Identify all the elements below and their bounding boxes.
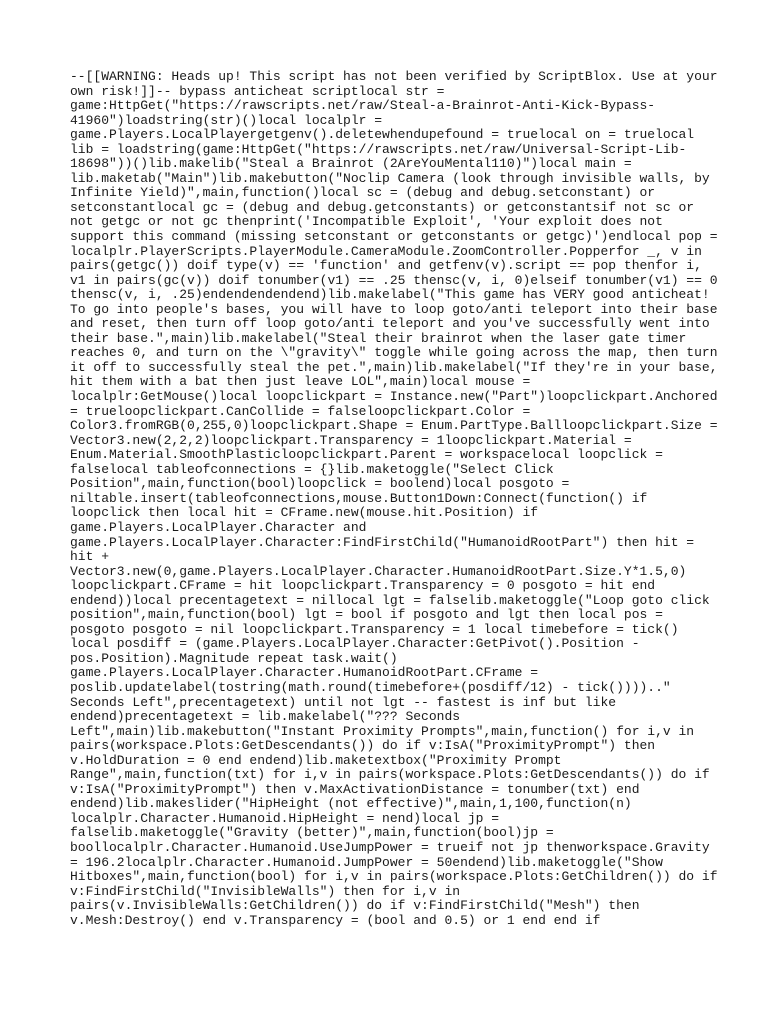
code-line: pos.Position).Magnitude repeat task.wait() — [70, 650, 398, 666]
code-line: own risk!]]-- bypass anticheat scriptlocal str = — [70, 83, 445, 99]
code-line: Seconds Left",precentagetext) until not lgt -- fastest is inf but like — [70, 694, 617, 710]
code-line: localplr.PlayerScripts.PlayerModule.CameraModule.ZoomController.Popperfor _, v in — [70, 243, 702, 259]
code-line: v1 in pairs(gc(v)) doif tonumber(v1) == .25 thensc(v, i, 0)elseif tonumber(v1) == 0 — [70, 272, 718, 288]
code-line: endend)lib.makeslider("HipHeight (not effective)",main,1,100,function(n) — [70, 796, 632, 812]
code-line: posgoto posgoto = nil loopclickpart.Transparency = 1 local timebefore = tick() — [70, 621, 679, 637]
code-line: Color3.fromRGB(0,255,0)loopclickpart.Shape = Enum.PartType.Ballloopclickpart.Size = — [70, 418, 718, 434]
code-line: it off to successfully steal the pet.",main)lib.makelabel("If they're in your base, — [70, 359, 718, 375]
code-line: and reset, then turn off loop goto/anti teleport and you've successfully went into — [70, 316, 710, 332]
code-line: Vector3.new(2,2,2)loopclickpart.Transparency = 1loopclickpart.Material = — [70, 432, 632, 448]
code-line: setconstantlocal gc = (debug and debug.getconstants) or getconstantsif not sc or — [70, 199, 695, 215]
code-line: v.Mesh:Destroy() end v.Transparency = (bool and 0.5) or 1 end end if — [70, 912, 601, 928]
code-line: Range",main,function(txt) for i,v in pairs(workspace.Plots:GetDescendants()) do if — [70, 767, 710, 783]
code-line: thensc(v, i, .25)endendendendend)lib.makelabel("This game has VERY good anticheat! — [70, 287, 710, 303]
code-line: support this command (missing setconstant or getconstants or getgc)')endlocal pop = — [70, 229, 718, 245]
code-line: niltable.insert(tableofconnections,mouse.Button1Down:Connect(function() if — [70, 490, 648, 506]
code-line: Vector3.new(0,game.Players.LocalPlayer.Character.HumanoidRootPart.Size.Y*1.5,0) — [70, 563, 687, 579]
code-line: 41960")loadstring(str)()local localplr = — [70, 112, 383, 128]
code-line: localplr:GetMouse()local loopclickpart = Instance.new("Part")loopclickpart.Anchored — [70, 389, 718, 405]
code-line: endend)precentagetext = lib.makelabel("??? Seconds — [70, 709, 461, 725]
code-line: Position",main,function(bool)loopclick = boolend)local posgoto = — [70, 476, 570, 492]
code-line: local posdiff = (game.Players.LocalPlayer.Character:GetPivot().Position - — [70, 636, 640, 652]
code-line: pairs(v.InvisibleWalls:GetChildren()) do if v:FindFirstChild("Mesh") then — [70, 898, 640, 914]
code-line: endend))local precentagetext = nillocal lgt = falselib.maketoggle("Loop goto click — [70, 592, 710, 608]
code-line: loopclick then local hit = CFrame.new(mouse.hit.Position) if — [70, 505, 539, 521]
code-line: boollocalplr.Character.Humanoid.UseJumpPower = trueif not jp thenworkspace.Gravity — [70, 839, 710, 855]
code-line: reaches 0, and turn on the \"gravity\" toggle while going across the map, then turn — [70, 345, 718, 361]
code-line: game.Players.LocalPlayer.Character.HumanoidRootPart.CFrame = — [70, 665, 539, 681]
code-line: hit them with a bat then just leave LOL",main)local mouse = — [70, 374, 531, 390]
code-line: Hitboxes",main,function(bool) for i,v in pairs(workspace.Plots:GetChildren()) do if — [70, 869, 718, 885]
script-text-block — [70, 69, 718, 928]
code-line: position",main,function(bool) lgt = bool if posgoto and lgt then local pos = — [70, 607, 663, 623]
code-line: 18698"))()lib.makelib("Steal a Brainrot (2AreYouMental110)")local main = — [70, 156, 632, 172]
code-line: lib = loadstring(game:HttpGet("https://rawscripts.net/raw/Universal-Script-Lib- — [70, 141, 687, 157]
code-line: Enum.Material.SmoothPlasticloopclickpart.Parent = workspacelocal loopclick = — [70, 447, 663, 463]
code-line: game.Players.LocalPlayergetgenv().deletewhendupefound = truelocal on = truelocal — [70, 127, 695, 143]
code-line: falselocal tableofconnections = {}lib.maketoggle("Select Click — [70, 461, 554, 477]
code-line: pairs(workspace.Plots:GetDescendants()) do if v:IsA("ProximityPrompt") then — [70, 738, 656, 754]
code-line: To go into people's bases, you will have to loop goto/anti teleport into their base — [70, 301, 718, 317]
code-line: hit + — [70, 549, 110, 565]
code-line: poslib.updatelabel(tostring(math.round(timebefore+(posdiff/12) - tick()))).." — [70, 679, 671, 695]
code-line: = trueloopclickpart.CanCollide = falseloopclickpart.Color = — [70, 403, 531, 419]
code-line: their base.",main)lib.makelabel("Steal their brainrot when the laser gate timer — [70, 330, 687, 346]
code-line: v:FindFirstChild("InvisibleWalls") then for i,v in — [70, 883, 461, 899]
code-line: loopclickpart.CFrame = hit loopclickpart.Transparency = 0 posgoto = hit end — [70, 578, 656, 594]
code-line: v.HoldDuration = 0 end endend)lib.maketextbox("Proximity Prompt — [70, 752, 562, 768]
code-line: game:HttpGet("https://rawscripts.net/raw/Steal-a-Brainrot-Anti-Kick-Bypass- — [70, 98, 656, 114]
code-line: pairs(getgc()) doif type(v) == 'function' and getfenv(v).script == pop thenfor i, — [70, 258, 702, 274]
code-line: game.Players.LocalPlayer.Character and — [70, 519, 367, 535]
code-line: Left",main)lib.makebutton("Instant Proximity Prompts",main,function() for i,v in — [70, 723, 695, 739]
code-line: game.Players.LocalPlayer.Character:FindFirstChild("HumanoidRootPart") then hit = — [70, 534, 695, 550]
code-line: localplr.Character.Humanoid.HipHeight = nend)local jp = — [70, 810, 500, 826]
code-line: Infinite Yield)",main,function()local sc = (debug and debug.setconstant) or — [70, 185, 656, 201]
code-line: --[[WARNING: Heads up! This script has not been verified by ScriptBlox. Use at your — [70, 69, 718, 84]
code-line: not getgc or not gc thenprint('Incompatible Exploit', 'Your exploit does not — [70, 214, 663, 230]
code-line: falselib.maketoggle("Gravity (better)",main,function(bool)jp = — [70, 825, 554, 841]
code-line: = 196.2localplr.Character.Humanoid.JumpPower = 50endend)lib.maketoggle("Show — [70, 854, 663, 870]
code-line: lib.maketab("Main")lib.makebutton("Noclip Camera (look through invisible walls, by — [70, 170, 710, 186]
code-line: v:IsA("ProximityPrompt") then v.MaxActivationDistance = tonumber(txt) end — [70, 781, 640, 797]
